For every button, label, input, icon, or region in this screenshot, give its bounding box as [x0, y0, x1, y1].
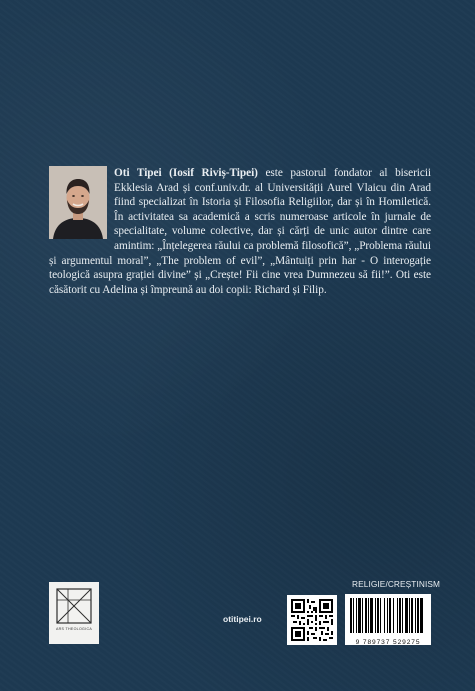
category-label: RELIGIE/CREȘTINISM	[352, 579, 441, 589]
qr-code[interactable]	[287, 595, 337, 645]
isbn-barcode	[345, 594, 431, 645]
isbn-digits: 9 789737 529275	[355, 639, 421, 646]
bio-text: este pastorul fondator al bisericii Ekklesia Arad și conf.univ.dr. al Universității Aurel Vlaicu din Arad fiind specializat în Istoria și Filosofia Religiilor, dar și în Homiletică. În activitatea sa academică a scris numeroase articole în jurnale de specialitate, volume colective, dar și cărți de unic autor dintre care amintim: „Înțelegerea răului ca problemă filosofică”, „Problema răului și argumentul moral”, „The problem of evil”, „Mântuiți prin har - O interogație teologică asupra grației divine” și „Crește! Fii cine vrea Dumnezeu să fii!”. Oti este căsătorit cu Adelina și împreună au doi copii: Richard și Filip.	[49, 167, 432, 296]
publisher-logo-icon	[56, 588, 92, 624]
website-link[interactable]: otitipei.ro	[223, 614, 262, 624]
publisher-logo	[49, 582, 99, 644]
author-photo	[49, 166, 107, 239]
publisher-logo-text: ARS THEOLOGICA	[55, 627, 93, 631]
qr-code-icon	[291, 599, 333, 641]
author-bio	[49, 166, 431, 297]
author-name: Oti Tipei	[114, 167, 162, 179]
barcode-icon	[349, 598, 427, 633]
author-full-name: (Iosif Riviș-Tipei)	[169, 167, 258, 179]
